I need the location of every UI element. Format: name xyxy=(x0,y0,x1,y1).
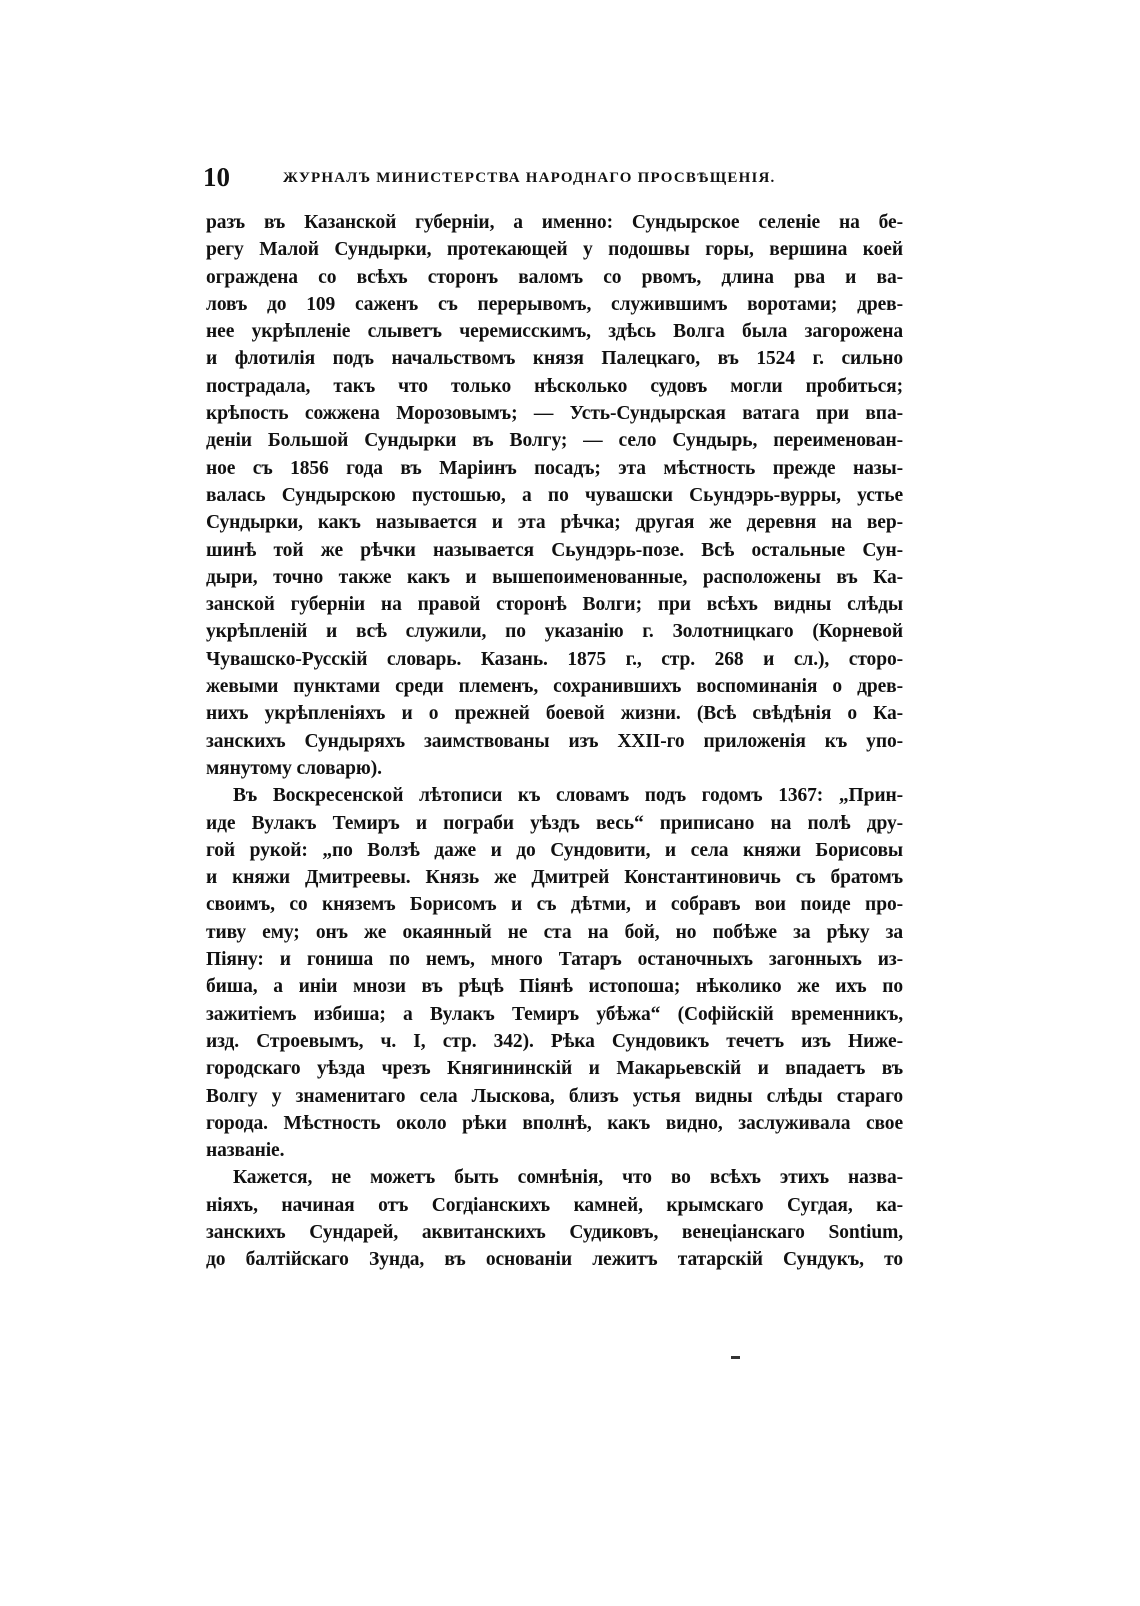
journal-title: ЖУРНАЛЪ МИНИСТЕРСТВА НАРОДНАГО ПРОСВѢЩЕНІЯ. xyxy=(283,170,776,186)
text-line: укрѣпленій и всѣ служили, по указанію г. Золотницкаго (Корневой xyxy=(206,621,903,643)
text-line: регу Малой Сундырки, протекающей у подошвы горы, вершина коей xyxy=(206,239,903,261)
text-line: ное съ 1856 года въ Маріинъ посадъ; эта мѣстность прежде назы- xyxy=(206,457,903,479)
text-line: занской губерніи на правой сторонѣ Волги; при всѣхъ видны слѣды xyxy=(206,594,903,616)
text-line: Кажется, не можетъ быть сомнѣнія, что во всѣхъ этихъ назва- xyxy=(233,1167,903,1189)
text-line: и флотилія подъ начальствомъ князя Палецкаго, въ 1524 г. сильно xyxy=(206,348,903,370)
text-line: Сундырки, какъ называется и эта рѣчка; другая же деревня на вер- xyxy=(206,512,903,534)
text-line: мянутому словарю). xyxy=(206,757,382,779)
text-line: и княжи Дмитреевы. Князь же Дмитрей Константиновичь съ братомъ xyxy=(206,867,903,889)
text-line: Въ Воскресенской лѣтописи къ словамъ подъ годомъ 1367: „Прин- xyxy=(233,785,903,807)
text-line: ограждена со всѣхъ сторонъ валомъ со рвомъ, длина рва и ва- xyxy=(206,266,903,288)
text-line: занскихъ Сундыряхъ заимствованы изъ XXII-го приложенія къ упо- xyxy=(206,730,903,752)
text-line: иде Вулакъ Темиръ и пограби уѣздъ весь“ приписано на полѣ дру- xyxy=(206,812,903,834)
text-line: шинѣ той же рѣчки называется Сьундэрь-позе. Всѣ остальные Сун- xyxy=(206,539,903,561)
text-line: дыри, точно также какъ и вышепоименованные, расположены въ Ка- xyxy=(206,566,903,588)
text-line: биша, а иніи мнози въ рѣцѣ Піянѣ истопоша; нѣколико же ихъ по xyxy=(206,976,903,998)
text-line: названіе. xyxy=(206,1140,285,1162)
text-line: до балтійскаго Зунда, въ основаніи лежитъ татарскій Сундукъ, то xyxy=(206,1249,903,1271)
text-line: Волгу у знаменитаго села Лыскова, близъ устья видны слѣды стараго xyxy=(206,1085,903,1107)
text-line: валась Сундырскою пустошью, а по чувашски Сьундэрь-вурры, устье xyxy=(206,484,903,506)
text-line: пострадала, такъ что только нѣсколько судовъ могли пробиться; xyxy=(206,375,903,397)
text-line: занскихъ Сундарей, аквитанскихъ Судиковъ, венеціанскаго Sontium, xyxy=(206,1221,903,1243)
running-head xyxy=(203,160,803,194)
text-line: разъ въ Казанской губерніи, а именно: Сундырское селеніе на бе- xyxy=(206,212,903,233)
text-line: Чувашско-Русскій словарь. Казань. 1875 г., стр. 268 и сл.), сторо- xyxy=(206,648,903,670)
text-line: нихъ укрѣпленіяхъ и о прежней боевой жизни. (Всѣ свѣдѣнія о Ка- xyxy=(206,703,903,725)
text-line: ніяхъ, начиная отъ Согдіанскихъ камней, крымскаго Сугдая, ка- xyxy=(206,1194,903,1216)
text-line: деніи Большой Сундырки въ Волгу; — село Сундырь, переименован- xyxy=(206,430,903,452)
text-line: города. Мѣстность около рѣки вполнѣ, какъ видно, заслуживала свое xyxy=(206,1112,903,1134)
text-line: нее укрѣпленіе слыветъ черемисскимъ, здѣсь Волга была загорожена xyxy=(206,321,903,343)
text-line: тиву ему; онъ же окаянный не ста на бой, но побѣже за рѣку за xyxy=(206,921,903,943)
text-line: изд. Строевымъ, ч. I, стр. 342). Рѣка Сундовикъ течетъ изъ Ниже- xyxy=(206,1030,903,1052)
text-line: городскаго уѣзда чрезъ Княгининскій и Макарьевскій и впадаетъ въ xyxy=(206,1058,903,1080)
text-line: Піяну: и гониша по немъ, много Татаръ останочныхъ загонныхъ из- xyxy=(206,949,903,971)
text-line: ловъ до 109 саженъ съ перерывомъ, служившимъ воротами; древ- xyxy=(206,293,903,315)
text-line: гой рукой: „по Волзѣ даже и до Сундовити, и села княжи Борисовы xyxy=(206,839,903,861)
text-line: своимъ, со княземъ Борисомъ и съ дѣтми, и собравъ вои поиде про- xyxy=(206,894,903,916)
text-line: жевыми пунктами среди племенъ, сохранившихъ воспоминанія о древ- xyxy=(206,676,903,698)
page-number: 10 xyxy=(203,162,230,192)
ink-speck xyxy=(731,1356,740,1359)
text-line: зажитіемъ избиша; а Вулакъ Темиръ убѣжа“ (Софійскій временникъ, xyxy=(206,1003,903,1025)
text-line: крѣпость сожжена Морозовымъ; — Усть-Сундырская ватага при впа- xyxy=(206,403,903,425)
body-text xyxy=(206,209,903,1274)
